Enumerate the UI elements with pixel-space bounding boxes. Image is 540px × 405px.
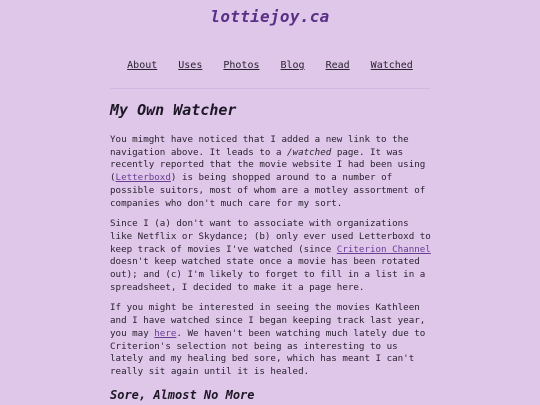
p1-text-a: You mimght have noticed that I added a new link to the navigation above. It leads to a: [110, 134, 409, 158]
criterion-channel-link[interactable]: Criterion Channel: [336, 243, 431, 255]
nav-link-photos[interactable]: Photos: [223, 60, 260, 71]
post-paragraph-1: [110, 134, 432, 210]
nav-link-about[interactable]: About: [127, 60, 158, 71]
watched-here-link[interactable]: here: [154, 327, 177, 339]
nav-link-watched[interactable]: Watched: [370, 60, 413, 71]
letterboxd-link[interactable]: Letterboxd: [115, 172, 171, 184]
p2-text-a: Since I (a) don't want to associate with organizations like Netflix or Skydance; (b) only ever used Letterboxd to keep track of movies I've watched (since: [110, 218, 431, 255]
watched-path: /watched: [287, 146, 332, 158]
post-subheading: Sore, Almost No More: [110, 387, 255, 402]
post-paragraph-3: [110, 302, 432, 378]
p2-text-b: doesn't keep watched state once a movie has been rotated out); and (c) I'm likely to forget to fill in a list in a spreadsheet, I decided to make it a page here.: [110, 256, 426, 293]
main-navigation: [0, 60, 540, 71]
post-content: [110, 100, 432, 403]
post-title: My Own Watcher: [110, 101, 237, 119]
post-paragraph-2: [110, 218, 432, 294]
header-divider: [110, 88, 430, 89]
p3-text-a: If you might be interested in seeing the movies Kathleen and I have watched since I began keeping track last year, you may: [110, 302, 426, 339]
nav-link-blog[interactable]: Blog: [280, 60, 305, 71]
site-title[interactable]: lottiejoy.ca: [210, 7, 330, 26]
nav-link-read[interactable]: Read: [325, 60, 350, 71]
nav-link-uses[interactable]: Uses: [178, 60, 203, 71]
p1-text-b: page. It was recently reported that the movie website I had been using (: [110, 146, 426, 184]
p3-text-b: . We haven't been watching much lately due to Criterion's selection not being as interesting to us lately and my healing bed sore, which has meant I can't really sit again until it is healed.: [110, 327, 426, 377]
p1-text-c: ) is being shopped around to a number of possible suitors, most of whom are a motley assortment of companies who don't much care for my sort.: [110, 172, 426, 209]
